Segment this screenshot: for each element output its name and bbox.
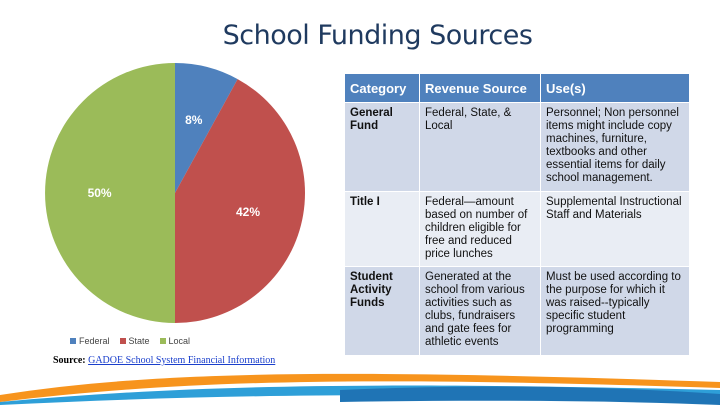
- cell-category: Student Activity Funds: [345, 267, 420, 356]
- cell-category: General Fund: [345, 103, 420, 192]
- data-label-federal: 8%: [185, 112, 203, 127]
- cell-revenue-source: Federal, State, & Local: [420, 103, 541, 192]
- source-link[interactable]: GADOE School System Financial Information: [88, 355, 276, 366]
- table-row: [345, 103, 690, 192]
- pie-chart: [40, 58, 310, 358]
- data-label-local: 50%: [87, 186, 112, 200]
- legend-item-state: [120, 336, 150, 346]
- legend-item-federal: [70, 336, 110, 346]
- legend-item-local: [160, 336, 191, 346]
- header-revenue-source: Revenue Source: [420, 74, 541, 103]
- source-label: Source:: [53, 355, 86, 366]
- cell-uses: Personnel; Non personnel items might include copy machines, furniture, textbooks and other essential items for daily school management.: [541, 103, 690, 192]
- cell-revenue-source: Generated at the school from various activities such as clubs, fundraisers and gate fees for athletic events: [420, 267, 541, 356]
- header-uses: Use(s): [541, 74, 690, 103]
- cell-uses: Supplemental Instructional Staff and Materials: [541, 192, 690, 267]
- pie-chart-svg: [40, 58, 310, 358]
- cell-category: Title I: [345, 192, 420, 267]
- table-row: [345, 267, 690, 356]
- decorative-swoosh: [0, 360, 720, 405]
- legend-swatch-federal: [70, 338, 76, 344]
- table-header-row: [345, 74, 690, 103]
- data-label-state: 42%: [236, 204, 261, 219]
- legend-label-state: State: [128, 336, 150, 346]
- cell-uses: Must be used according to the purpose for which it was raised--typically specific student programming: [541, 267, 690, 356]
- legend-label-federal: Federal: [79, 336, 110, 346]
- funding-table: [344, 73, 690, 356]
- legend-label-local: Local: [168, 336, 191, 346]
- chart-legend: [70, 336, 190, 346]
- table-row: [345, 192, 690, 267]
- cell-revenue-source: Federal—amount based on number of children eligible for free and reduced price lunches: [420, 192, 541, 267]
- legend-swatch-state: [120, 338, 126, 344]
- header-category: Category: [345, 74, 420, 103]
- slide-title: School Funding Sources: [222, 20, 533, 51]
- legend-swatch-local: [160, 338, 166, 344]
